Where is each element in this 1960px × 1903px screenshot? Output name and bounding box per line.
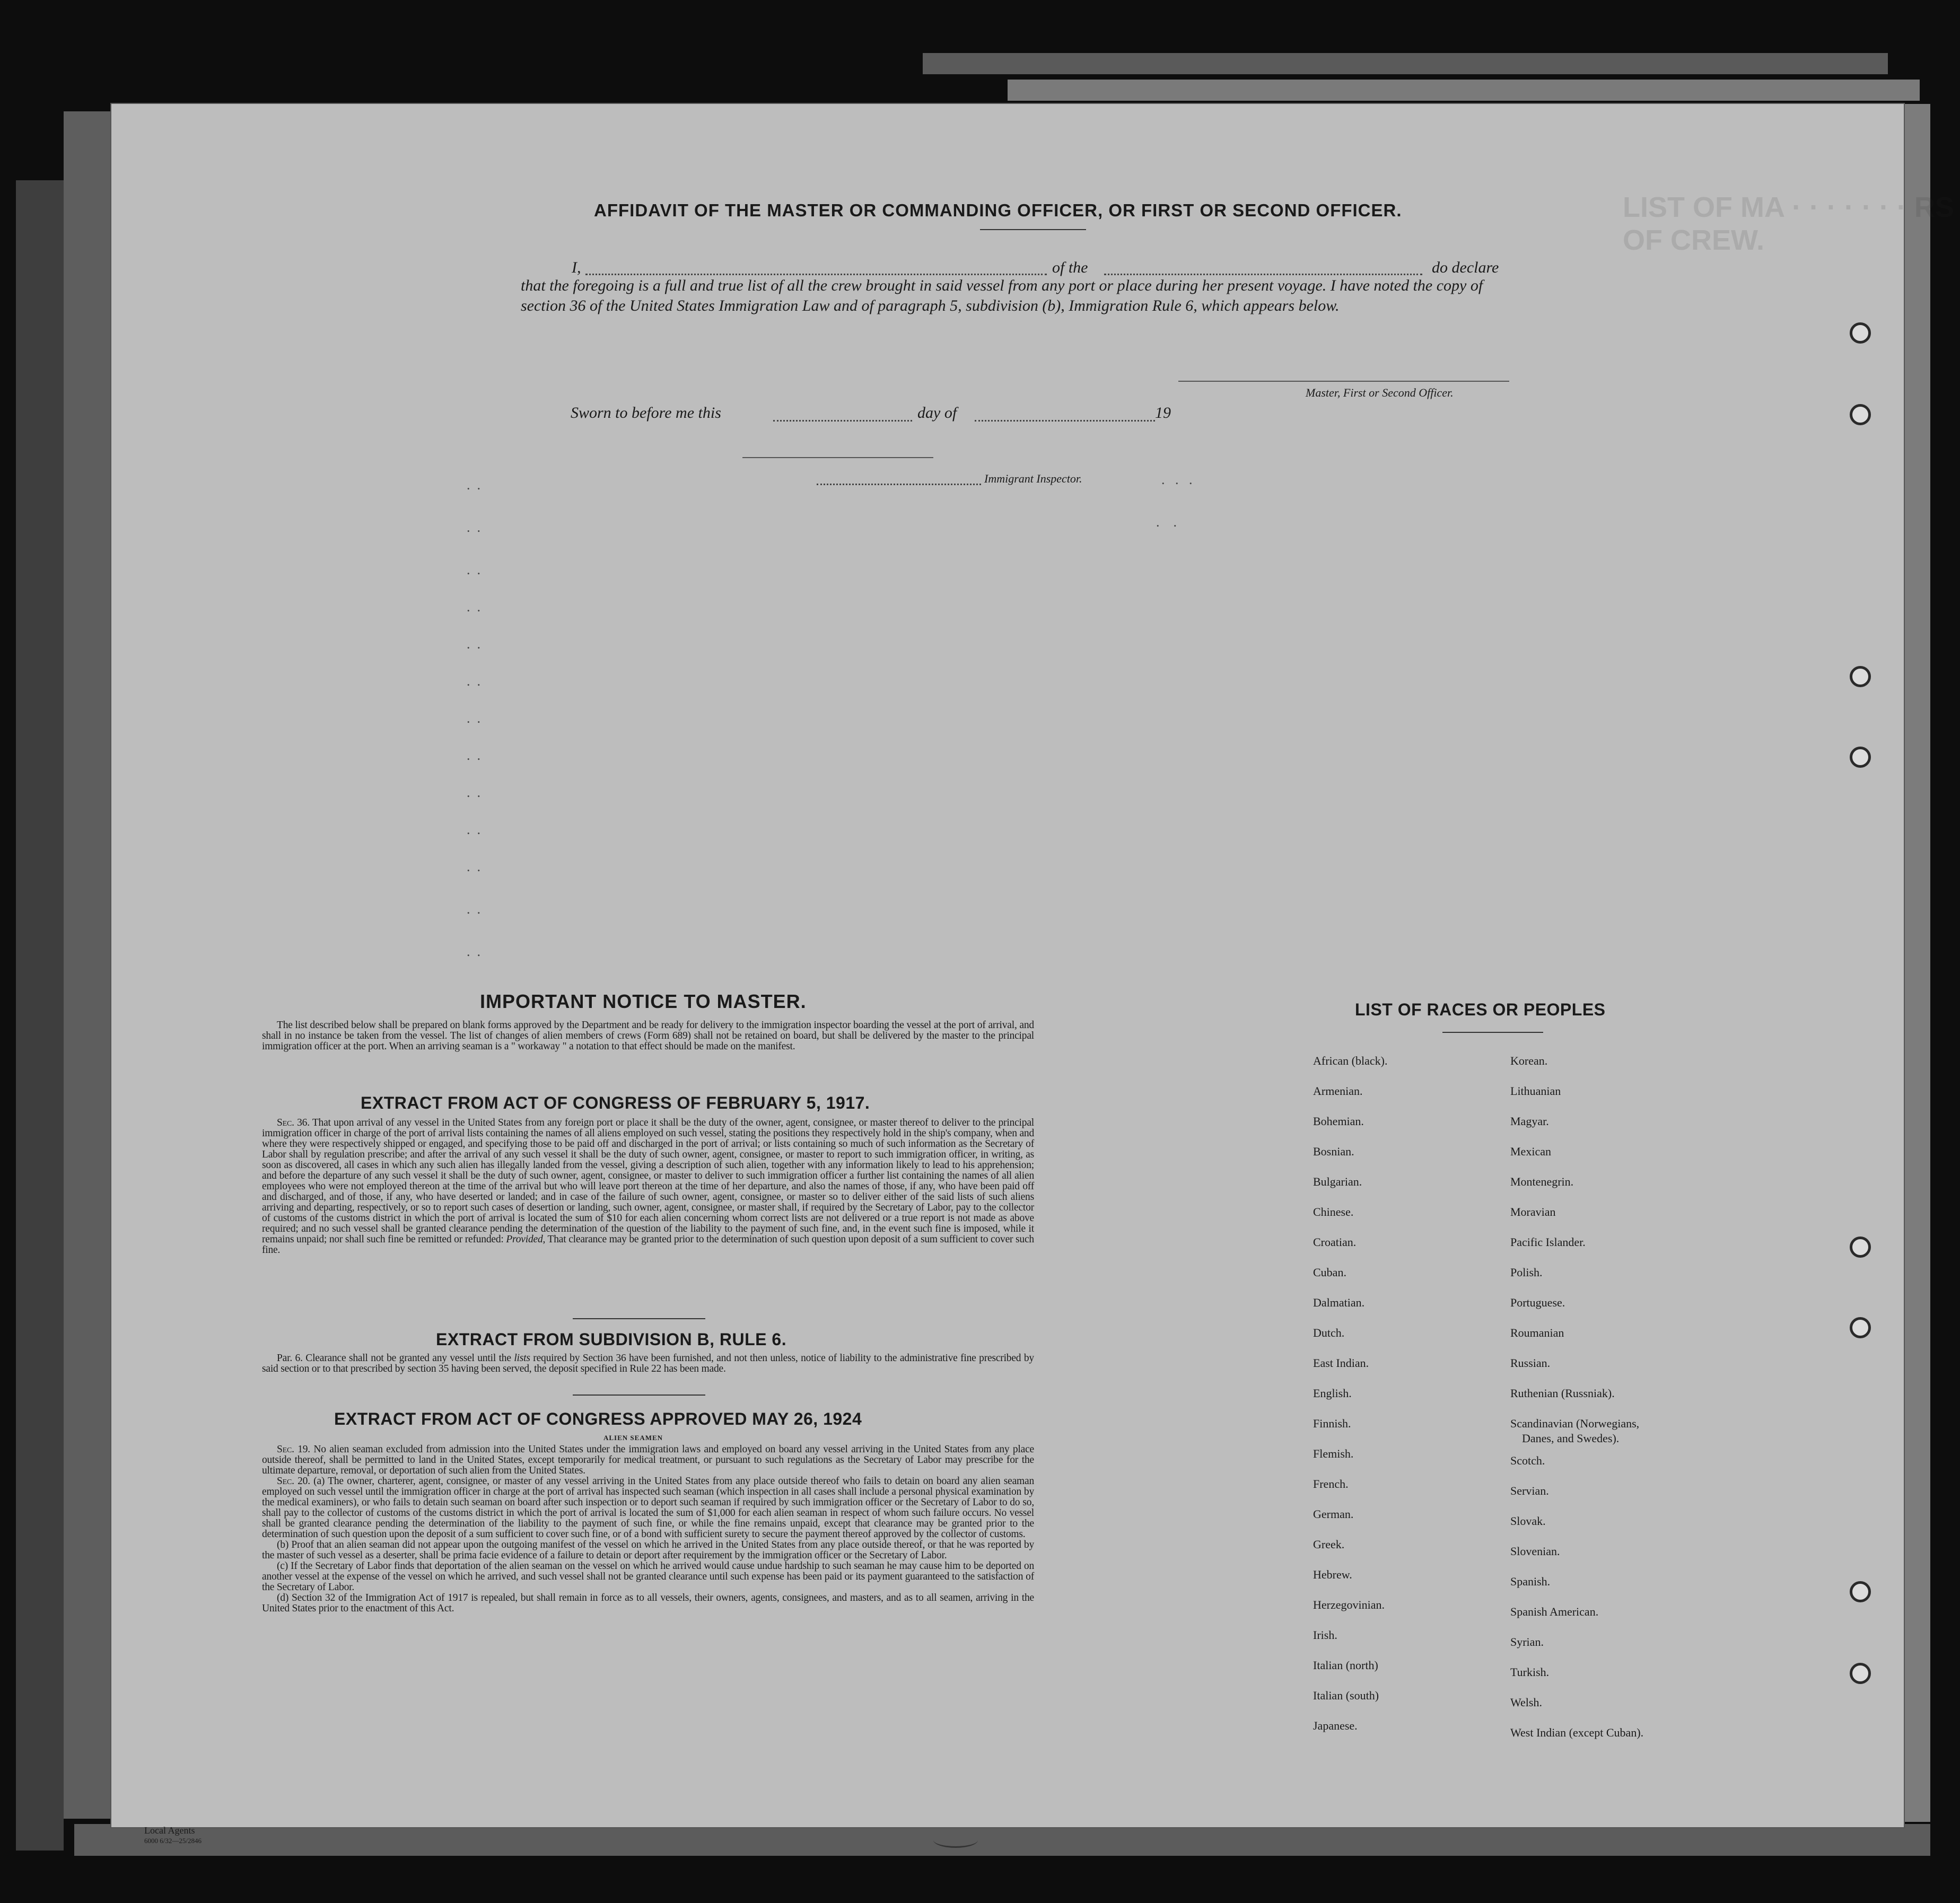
race-item: Scotch. [1510,1454,1545,1467]
race-item: Welsh. [1510,1696,1542,1709]
race-item: Greek. [1313,1538,1345,1551]
provided-word: Provided, [506,1234,546,1245]
footer-form-code: 6000 6/32—25/2846 [144,1837,202,1845]
bleed-through-heading: LIST OF MA · · · · · · · RS OF CREW. [1623,191,1954,256]
race-item: Ruthenian (Russniak). [1510,1387,1615,1400]
extract-1917-text [262,1118,1034,1256]
declare-i-label: I, [572,259,581,276]
notice-text [262,1020,1034,1052]
race-item: Bohemian. [1313,1115,1364,1128]
sec-19-body: No alien seaman excluded from admission into the United States under the immigration laws and employed on board any vessel arriving in the United States from any place outside thereof, shall be permitted to land in the United States, except temporarily for medical treatment, or pursuant to such regulations as the Secretary of Labor may prescribe for the ultimate departure, removal, or deportation of such alien from the United States. [262,1444,1034,1476]
dot-marks: . . [467,785,480,800]
race-item: Pacific Islander. [1510,1235,1586,1249]
race-item: Dalmatian. [1313,1296,1365,1309]
race-item: East Indian. [1313,1356,1369,1370]
par-6-body-b: required by Section 36 have been furnished, and not then unless, notice of liability to the administrative fine prescribed by said section or to that prescribed by section 35 having been served, the deposit specified in Rule 22 has been made. [262,1353,1034,1374]
back-sheet-edge [923,53,1888,74]
punch-hole [1850,404,1871,425]
declare-end-label: do declare [1432,259,1499,276]
declare-of-label: of the [1052,259,1088,276]
notice-title: IMPORTANT NOTICE TO MASTER. [480,990,807,1012]
race-item: Slovenian. [1510,1545,1560,1558]
race-item: Hebrew. [1313,1568,1352,1581]
dot-marks: . . [467,748,480,763]
punch-hole [1850,1236,1871,1258]
footer-local-agents: Local Agents [144,1825,195,1836]
race-item: Scandinavian (Norwegians, [1510,1417,1640,1430]
sworn-day-line[interactable] [773,420,912,422]
race-scandinavian-continuation: Danes, and Swedes). [1522,1432,1620,1445]
master-signature-label: Master, First or Second Officer. [1306,386,1454,399]
back-sheet-edge [74,1824,1930,1856]
race-item: Irish. [1313,1628,1337,1642]
par-6-body-a: Clearance shall not be granted any vessel until the [305,1353,511,1364]
dot-marks: . . [467,673,480,689]
dot-marks: . . [467,562,480,577]
sec-20c-body: (c) If the Secretary of Labor finds that deportation of the alien seaman on the vessel on which he arrived would cause undue hardship to such seaman he may cause him to be deported on another vessel at the expense of the vessel on which he arrived, and such vessel shall not be granted clearance until such expense has been paid or its payment guaranteed to the satisfaction of the Secretary of Labor. [262,1560,1034,1593]
punch-hole [1850,747,1871,768]
back-sheet-edge [16,180,64,1851]
race-item: Italian (north) [1313,1659,1378,1672]
dot-marks: . . [467,822,480,837]
dot-marks: . . [1156,514,1177,530]
race-item: Spanish. [1510,1575,1551,1588]
dot-marks: . . [467,477,480,493]
alien-seamen-subtitle: ALIEN SEAMEN [603,1434,663,1442]
affidavit-body: that the foregoing is a full and true list of all the crew brought in said vessel from any port or place during her present voyage. I have noted the copy of section 36 of the United States Immigration Law and of paragraph 5, subdivision (b), Immigration Rule 6, which appears below. [521,277,1483,314]
notice-paragraph: The list described below shall be prepared on blank forms approved by the Department and be ready for delivery to the immigration inspector boarding the vessel at the port of arrival, and shall in no instance be taken from the vessel. The list of changes of alien members of crews (Form 689) shall not be retained on board, but shall be delivered by the master to the principal immigration officer at the port. When an arriving seaman is a " workaway " a notation to that effect should be made on the manifest. [262,1020,1034,1052]
sec-20b-body: (b) Proof that an alien seaman did not appear upon the outgoing manifest of the vessel on which he arrived in the United States from any place outside thereof, or that he was reported by the master of such vessel as a deserter, shall be prima facie evidence of a failure to detain or deport after requirement by the immigration officer or the Secretary of Labor. [262,1539,1034,1561]
race-item: Herzegovinian. [1313,1598,1385,1611]
dot-marks: . . [467,859,480,874]
race-item: West Indian (except Cuban). [1510,1726,1644,1739]
punch-hole [1850,666,1871,687]
affidavit-title: AFFIDAVIT OF THE MASTER OR COMMANDING OFFICER, OR FIRST OR SECOND OFFICER. [594,200,1402,220]
sec-36-end: That clearance may be granted prior to the determination of such question upon deposit of a sum sufficient to cover such fine. [262,1234,1034,1256]
race-item: Cuban. [1313,1266,1346,1279]
sec-19-label: Sec. 19. [277,1444,310,1455]
race-item: Polish. [1510,1266,1543,1279]
sworn-month-line[interactable] [975,420,1155,422]
hand-mark [933,1832,978,1848]
declarant-name-line[interactable] [585,274,1047,275]
race-item: Russian. [1510,1356,1551,1370]
dot-marks: . . [467,599,480,615]
inspector-dotted-line [817,484,981,485]
section-divider [573,1318,705,1319]
race-item: Slovak. [1510,1514,1546,1528]
extract-1924-title: EXTRACT FROM ACT OF CONGRESS APPROVED MAY 26, 1924 [334,1409,862,1428]
race-item: Japanese. [1313,1719,1358,1732]
race-item: Magyar. [1510,1115,1549,1128]
vessel-name-line[interactable] [1104,274,1422,275]
sec-20a-body: (a) The owner, charterer, agent, consignee, or master of any vessel arriving in the United States from any place outside thereof who fails to detain on board any alien seaman employed on such vessel until the immigration officer in charge at the port of arrival has inspected such seaman (which inspection in all cases shall include a personal physical examination by the medical examiners), or who fails to detain such seaman on board after such inspection or to deport such seaman if required by such immigration officer or the Secretary of Labor to do so, shall pay to the collector of customs of the customs district in which the port of arrival is located the sum of $1,000 for each alien seaman in respect of whom such failure occurs. No vessel shall be granted clearance pending the determination of the liability to the payment of such fine, or while the fine remains unpaid, except that clearance may be granted prior to the determination of such question upon the deposit of a sum sufficient to cover such fine, or of a bond with sufficient surety to secure the payment thereof approved by the collector of customs. [262,1476,1034,1540]
year-label: 19 [1155,404,1171,422]
race-item: Roumanian [1510,1326,1564,1339]
title-underline [980,229,1086,230]
sec-36-body: That upon arrival of any vessel in the United States from any foreign port or place it shall be the duty of the owner, agent, consignee, or master thereof to deliver to the principal immigration officer in charge of the port of arrival lists containing the names of all aliens employed on such vessel, stating the positions they respectively hold in the ship's company, when and where they were respectively shipped or engaged, and specifying those to be paid off and discharged in the port of arrival; or lists containing so much of such information as the Secretary of Labor shall by regulation prescribe; and after the arrival of any such vessel it shall be the duty of such owner, agent, consignee, or master to report to such immigration officer, in writing, as soon as discovered, all cases in which any such alien has illegally landed from the vessel, giving a description of such alien, together with any information likely to lead to his apprehension; and before the departure of any such vessel it shall be the duty of such owner, agent, consignee, or master to deliver to such immigration officer a further list containing the names of all alien employees who were not employed thereon at the time of the arrival but who will leave port thereon at the time of her departure, and also the names of those, if any, who have been paid off and discharged, and of those, if any, who have deserted or landed; and in case of the failure of such owner, agent, consignee, or master so to deliver either of the said lists of such aliens arriving and departing, respectively, or so to report such cases of desertion or landing, such owner, agent, consignee, or master shall, if required by the Secretary of Labor, pay to the collector of customs of the customs district in which the port of arrival is located the sum of $10 for each alien concerning whom correct lists are not delivered or a true report is not made as above required; and no such vessel shall be granted clearance pending the determination of the question of the liability to the payment of such fine, and, in the event such fine is imposed, while it remains unpaid; nor shall such fine be remitted or refunded: [262,1117,1034,1245]
race-item: Syrian. [1510,1635,1544,1648]
race-item: Croatian. [1313,1235,1357,1249]
par-6-label: Par. 6. [277,1353,303,1364]
lists-word: lists [514,1353,530,1364]
extract-1924-text [262,1444,1034,1614]
race-item: Chinese. [1313,1205,1354,1218]
race-item: Flemish. [1313,1447,1354,1460]
races-underline [1442,1032,1543,1033]
master-signature-line[interactable] [1178,381,1509,382]
race-item: Servian. [1510,1484,1549,1497]
punch-hole [1850,1581,1871,1602]
race-item: Italian (south) [1313,1689,1379,1702]
dot-marks: . . [467,944,480,959]
dot-marks: . . [467,520,480,535]
race-item: African (black). [1313,1054,1388,1067]
extract-1917-title: EXTRACT FROM ACT OF CONGRESS OF FEBRUARY 5, 1917. [361,1093,870,1112]
race-item: Bulgarian. [1313,1175,1362,1188]
race-item: Portuguese. [1510,1296,1565,1309]
race-item: Mexican [1510,1145,1551,1158]
dot-marks: . . [467,711,480,726]
race-item: Korean. [1510,1054,1548,1067]
race-item: German. [1313,1507,1354,1521]
back-sheet-edge [64,111,112,1819]
race-item: Armenian. [1313,1084,1363,1098]
extract-rule6-text [262,1353,1034,1374]
race-item: Montenegrin. [1510,1175,1574,1188]
race-item: Moravian [1510,1205,1556,1218]
punch-hole [1850,1317,1871,1338]
punch-hole [1850,1663,1871,1684]
extract-rule6-title: EXTRACT FROM SUBDIVISION B, RULE 6. [436,1330,787,1349]
dot-marks: . . [467,901,480,917]
sworn-label: Sworn to before me this [571,404,721,422]
dot-marks: . . . [1161,472,1193,487]
inspector-signature-line[interactable] [742,457,933,458]
race-item: Bosnian. [1313,1145,1354,1158]
dot-marks: . . [467,636,480,652]
race-item: Lithuanian [1510,1084,1561,1098]
race-item: Finnish. [1313,1417,1351,1430]
day-of-label: day of [917,404,957,422]
races-title: LIST OF RACES OR PEOPLES [1355,1000,1606,1019]
inspector-label: Immigrant Inspector. [984,472,1082,485]
race-item: Turkish. [1510,1665,1550,1679]
race-item: Spanish American. [1510,1605,1599,1618]
back-sheet-edge [1008,80,1920,101]
race-item: English. [1313,1387,1352,1400]
sec-20-label: Sec. 20. [277,1476,310,1487]
race-item: French. [1313,1477,1349,1490]
sec-36-label: Sec. 36. [277,1117,310,1128]
sec-20d-body: (d) Section 32 of the Immigration Act of 1917 is repealed, but shall remain in force as to all vessels, their owners, agents, consignees, and masters, and as to all seamen, arriving in the United States prior to the enactment of this Act. [262,1592,1034,1614]
race-item: Dutch. [1313,1326,1345,1339]
section-divider [573,1395,705,1396]
punch-hole [1850,322,1871,344]
